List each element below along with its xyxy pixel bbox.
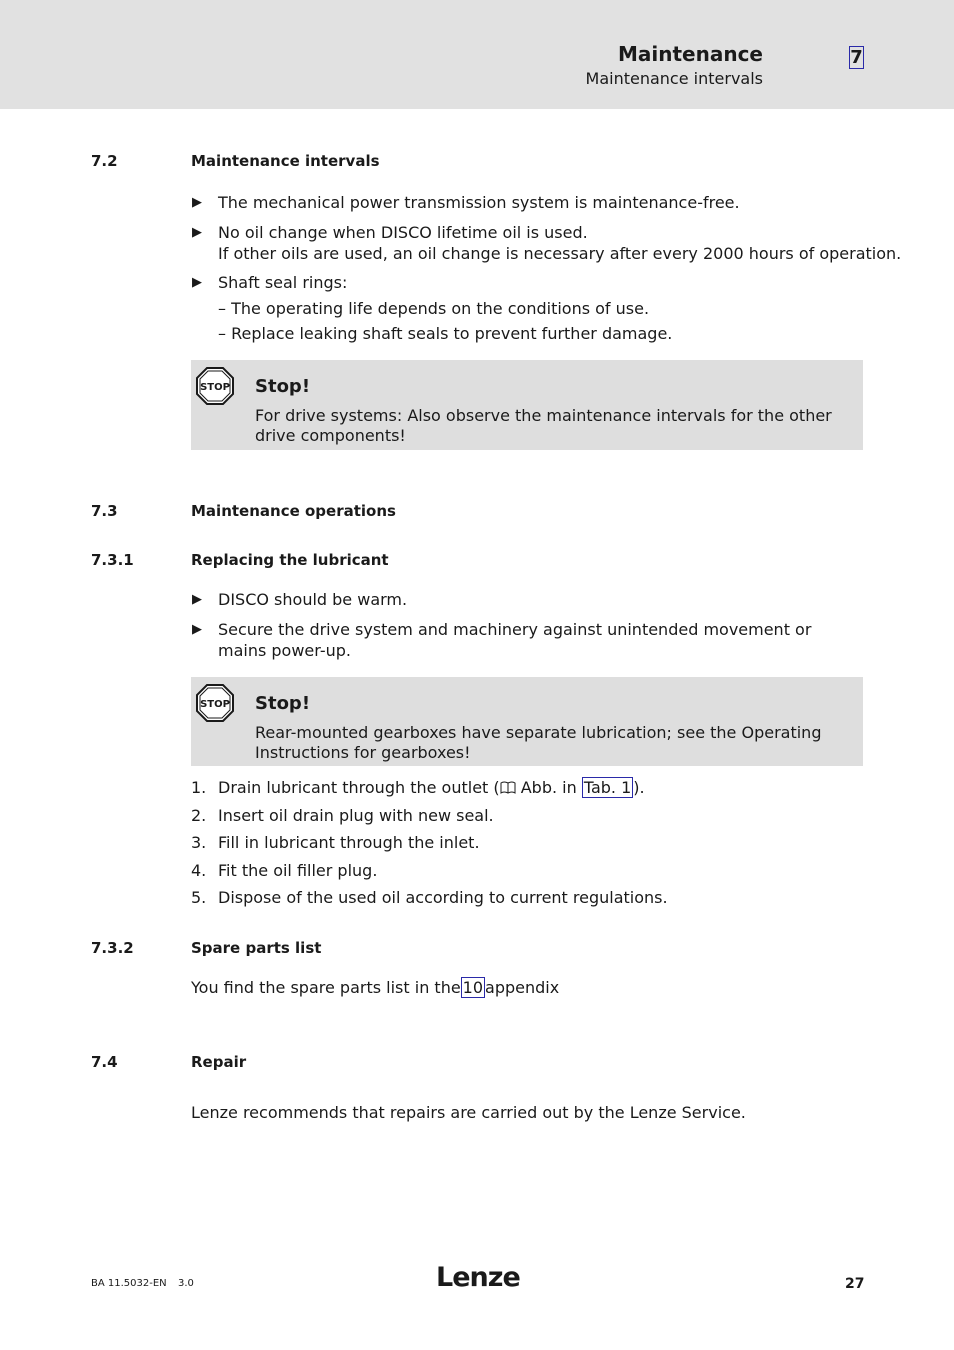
section-number: 7.3 [91,502,118,520]
step-text: Insert oil drain plug with new seal. [218,806,494,825]
chapter-title: Maintenance [617,42,763,66]
bullet-arrow-icon: ▶ [192,195,202,210]
section-number: 7.2 [91,152,118,170]
list-item: The mechanical power transmission system is maintenance-free. [218,193,740,212]
step-text: Fill in lubricant through the inlet. [218,833,480,852]
paragraph-part: You find the spare parts list in the [191,978,461,997]
notice-title: Stop! [255,376,311,397]
section-title: Repair [191,1053,247,1071]
stop-notice [191,677,863,766]
stop-notice [191,360,863,450]
document-version: 3.0 [178,1278,194,1289]
section-title: Replacing the lubricant [191,551,389,569]
step-text-part: Drain lubricant through the outlet ( [218,778,500,797]
list-item: No oil change when DISCO lifetime oil is used. [218,223,588,242]
step-number: 4. [191,861,207,880]
svg-text:STOP: STOP [200,382,230,393]
svg-text:STOP: STOP [200,699,230,710]
step-number: 5. [191,888,207,907]
list-item: DISCO should be warm. [218,590,408,609]
bullet-arrow-icon: ▶ [192,275,202,290]
step-number: 1. [191,778,207,797]
notice-text: For drive systems: Also observe the maintenance intervals for the other drive components! [255,406,832,445]
list-item-continuation: If other oils are used, an oil change is necessary after every 2000 hours of operation. [218,244,902,263]
step-text: Dispose of the used oil according to current regulations. [218,888,668,907]
book-icon [500,781,516,794]
page-header [0,0,954,109]
list-item: Secure the drive system and machinery against unintended movement or mains power-up. [218,620,812,660]
dash-item: – The operating life depends on the conditions of use. [218,299,650,318]
section-subtitle: Maintenance intervals [585,69,763,88]
document-number: BA 11.5032-EN [91,1278,167,1289]
stop-sign-icon [195,683,235,723]
lenze-logo: Lenze [436,1262,520,1293]
step-text-part: ). [633,778,645,797]
bullet-arrow-icon: ▶ [192,225,202,240]
stop-sign-icon [195,366,235,406]
dash-item: – Replace leaking shaft seals to prevent further damage. [218,324,673,343]
section-number: 7.3.2 [91,939,134,957]
section-number: 7.3.1 [91,551,134,569]
step-text: Fit the oil filler plug. [218,861,378,880]
bullet-arrow-icon: ▶ [192,622,202,637]
step-number: 2. [191,806,207,825]
paragraph-part: appendix [485,978,560,997]
step-text-part: Abb. in [515,778,582,797]
paragraph [191,977,559,998]
step-text [218,777,645,798]
section-title: Spare parts list [191,939,322,957]
notice-title: Stop! [255,693,311,714]
section-number: 7.4 [91,1053,118,1071]
section-title: Maintenance operations [191,502,396,520]
step-number: 3. [191,833,207,852]
section-title: Maintenance intervals [191,152,380,170]
page-number: 27 [845,1276,865,1292]
paragraph: Lenze recommends that repairs are carried out by the Lenze Service. [191,1103,746,1122]
table-reference-link[interactable]: Tab. 1 [583,778,632,797]
list-item: Shaft seal rings: [218,273,348,292]
appendix-link[interactable]: 10 [462,978,484,997]
notice-text: Rear-mounted gearboxes have separate lubrication; see the Operating Instructions for gearboxes! [255,723,822,762]
chapter-number-link[interactable]: 7 [850,47,863,68]
bullet-arrow-icon: ▶ [192,592,202,607]
